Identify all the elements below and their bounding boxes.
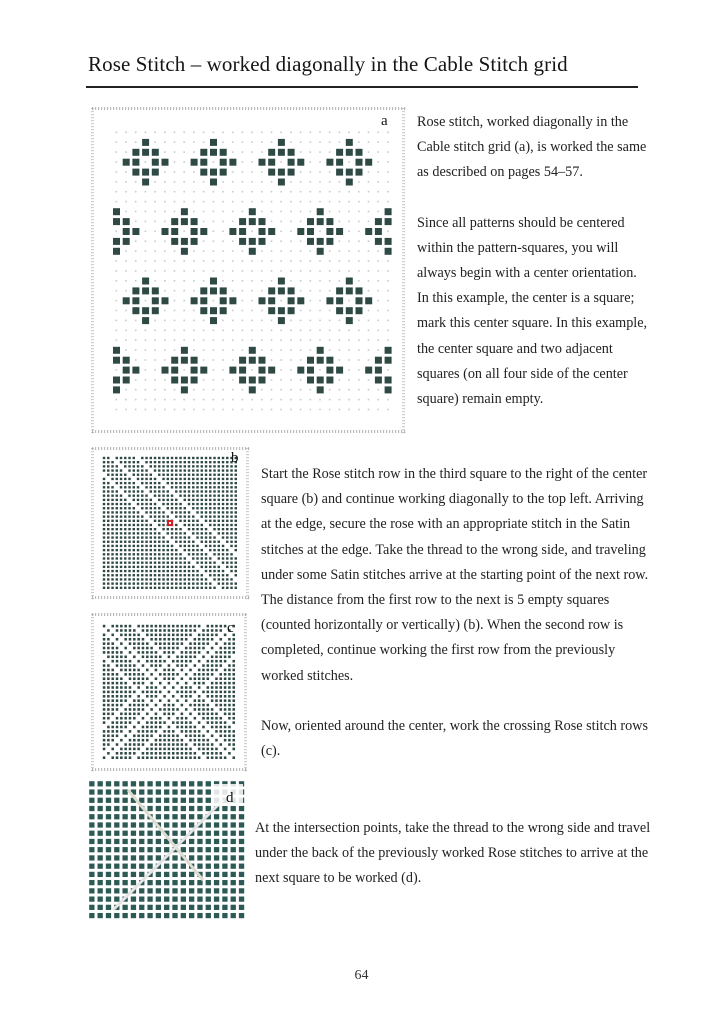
text-block-intersection xyxy=(255,816,655,892)
paragraph-intersection: At the intersection points, take the thread to the wrong side and travel under the back of the previously worked Rose stitches to arrive at the next square to be worked (d). xyxy=(255,820,651,887)
text-block-intro xyxy=(417,110,652,412)
figure-c-photo xyxy=(90,612,248,772)
figure-b-photo xyxy=(90,446,250,600)
figure-a-photo xyxy=(90,106,406,434)
figure-c-label: c xyxy=(227,620,234,636)
paragraph-intro: Rose stitch, worked diagonally in the Cable stitch grid (a), is worked the same as described on pages 54–57. xyxy=(417,114,647,181)
page-title: Rose Stitch – worked diagonally in the Cable Stitch grid xyxy=(88,52,568,76)
figure-a-label: a xyxy=(381,113,388,129)
figure-d-photo xyxy=(88,780,246,920)
figure-d-label: d xyxy=(226,790,234,806)
title-rule xyxy=(86,86,638,88)
paragraph-centering: Since all patterns should be centered within the pattern-squares, you will always begin with a center orientation. In this example, the center is a square; mark this center square. In this example, the center square and two adjacent squares (on all four side of the center square) remain empty. xyxy=(417,214,648,408)
text-block-rows xyxy=(261,462,651,764)
paragraph-start-row: Start the Rose stitch row in the third square to the right of the center square (b) and continue working diagonally to the top left. Arriving at the edge, secure the rose with an appropriate stitch in the Satin stitches at the edge. Take the thread to the wrong side, and traveling under some Satin stitches arrive at the starting point of the next row. The distance from the first row to the next is 5 empty squares (counted horizontally or vertically) (b). When the second row is completed, continue working the first row from the previously worked stitches. xyxy=(261,466,649,684)
figure-b-label: b xyxy=(231,450,239,466)
page-number: 64 xyxy=(354,968,369,983)
paragraph-crossing: Now, oriented around the center, work the crossing Rose stitch rows (c). xyxy=(261,717,648,760)
